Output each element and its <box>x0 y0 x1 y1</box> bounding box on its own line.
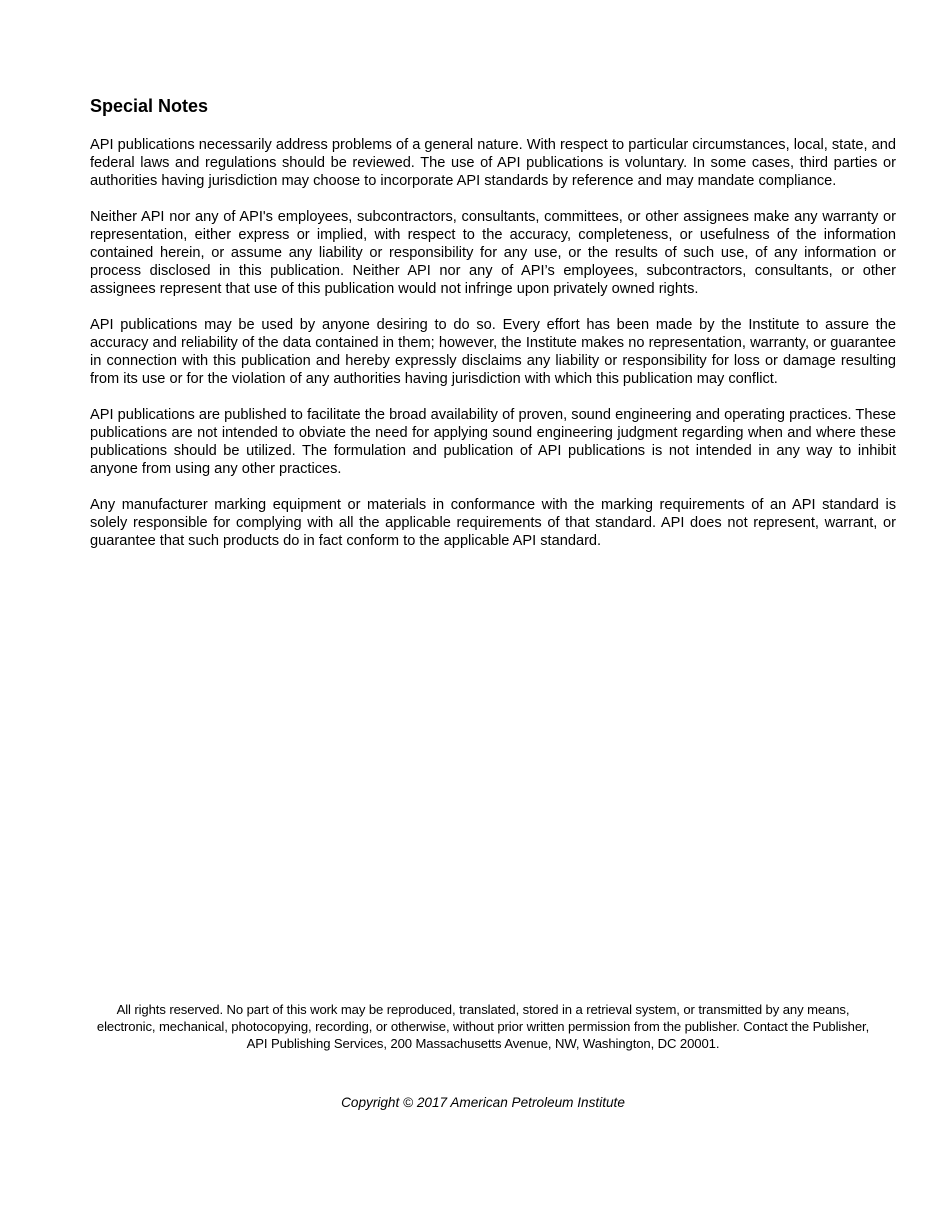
notes-paragraph-general-nature: API publications necessarily address problems of a general nature. With respect to particular circumstances, local, state, and federal laws and regulations should be reviewed. The use of API publications is voluntary. In some cases, third parties or authorities having jurisdiction may choose to incorporate API standards by reference and may mandate compliance. <box>90 137 896 189</box>
notes-paragraph-engineering-practices: API publications are published to facilitate the broad availability of proven, sound engineering and operating practices. These publications are not intended to obviate the need for applying sound engineering judgment regarding when and where these publications should be utilized. The formulation and publication of API publications is not intended in any way to inhibit anyone from using any other practices. <box>90 407 896 477</box>
notes-paragraph-warranty-disclaimer: Neither API nor any of API's employees, subcontractors, consultants, committees, or other assignees make any warranty or representation, either express or implied, with respect to the accuracy, completeness, or usefulness of the information contained herein, or assume any liability or responsibility for any use, or the results of such use, of any information or process disclosed in this publication. Neither API nor any of API’s employees, subcontractors, consultants, or other assignees represent that use of this publication would not infringe upon privately owned rights. <box>90 209 896 297</box>
special-notes-body <box>90 136 896 568</box>
page-title: Special Notes <box>90 96 209 116</box>
notes-paragraph-manufacturer-marking: Any manufacturer marking equipment or materials in conformance with the marking requirements of an API standard is solely responsible for complying with all the applicable requirements of that standard. API does not represent, warrant, or guarantee that such products do in fact conform to the applicable API standard. <box>90 497 896 549</box>
copyright-line: Copyright © 2017 American Petroleum Institute <box>341 1095 625 1110</box>
notes-paragraph-liability-disclaimer: API publications may be used by anyone desiring to do so. Every effort has been made by the Institute to assure the accuracy and reliability of the data contained in them; however, the Institute makes no representation, warranty, or guarantee in connection with this publication and hereby expressly disclaims any liability or responsibility for loss or damage resulting from its use or for the violation of any authorities having jurisdiction with which this publication may conflict. <box>90 317 896 387</box>
rights-reserved-notice: All rights reserved. No part of this work may be reproduced, translated, stored in a retrieval system, or transmitted by any means, electronic, mechanical, photocopying, recording, or otherwise, without prior written permission from the publisher. Contact the Publisher, API Publishing Services, 200 Massachusetts Avenue, NW, Washington, DC 20001. <box>96 1002 870 1051</box>
